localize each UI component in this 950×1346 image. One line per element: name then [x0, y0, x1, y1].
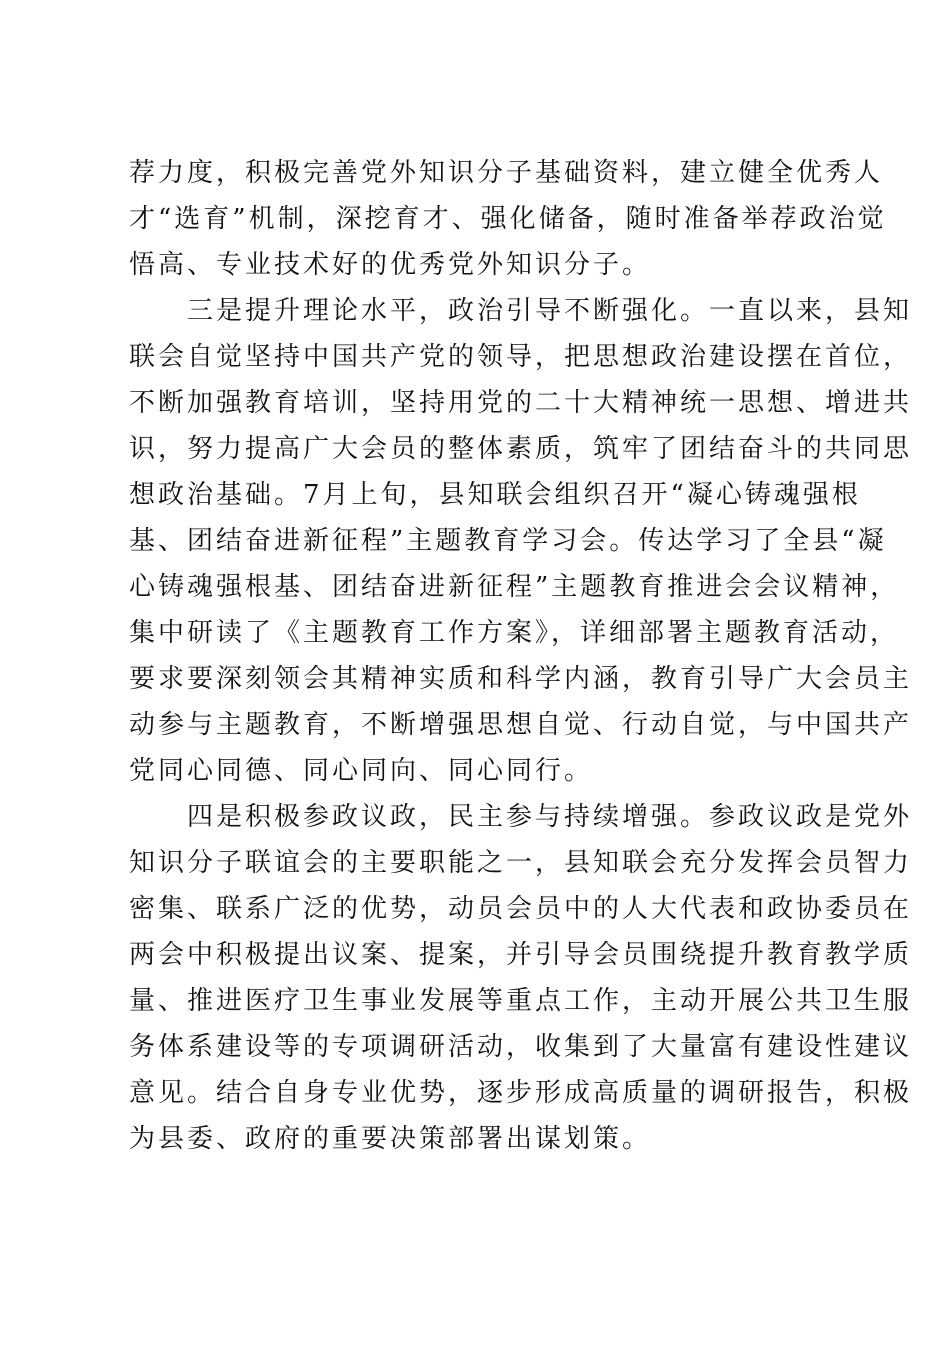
- document-body: [129, 150, 913, 1162]
- text-line: 知识分子联谊会的主要职能之一，县知联会充分发挥会员智力: [129, 848, 913, 878]
- paragraph-theory: [129, 288, 913, 794]
- paragraph-politics: [129, 794, 913, 1162]
- text-line: 想政治基础。7月上旬，县知联会组织召开“凝心铸魂强根: [129, 480, 861, 510]
- text-line: 才“选育”机制，深挖育才、强化储备，随时准备举荐政治觉: [129, 204, 887, 234]
- text-line: 务体系建设等的专项调研活动，收集到了大量富有建设性建议: [129, 1032, 913, 1062]
- text-line: 心铸魂强根基、团结奋进新征程”主题教育推进会会议精神，: [129, 572, 900, 602]
- text-line: 集中研读了《主题教育工作方案》，详细部署主题教育活动，: [129, 618, 900, 648]
- text-line: 党同心同德、同心同向、同心同行。: [129, 756, 594, 786]
- text-line: 两会中积极提出议案、提案，并引导会员围绕提升教育教学质: [129, 940, 913, 970]
- text-line: 要求要深刻领会其精神实质和科学内涵，教育引导广大会员主: [129, 664, 913, 694]
- text-line: 密集、联系广泛的优势，动员会员中的人大代表和政协委员在: [129, 894, 913, 924]
- text-line: 悟高、专业技术好的优秀党外知识分子。: [129, 250, 652, 280]
- text-line: 动参与主题教育，不断增强思想自觉、行动自觉，与中国共产: [129, 710, 913, 740]
- text-line: 联会自觉坚持中国共产党的领导，把思想政治建设摆在首位，: [129, 342, 913, 372]
- text-line: 量、推进医疗卫生事业发展等重点工作，主动开展公共卫生服: [129, 986, 913, 1016]
- text-line: 基、团结奋进新征程”主题教育学习会。传达学习了全县“凝: [129, 526, 887, 556]
- paragraph-continuation: [129, 150, 887, 288]
- text-line: 不断加强教育培训，坚持用党的二十大精神统一思想、增进共: [129, 388, 913, 418]
- text-line: 意见。结合自身专业优势，逐步形成高质量的调研报告，积极: [129, 1078, 913, 1108]
- text-line: 为县委、政府的重要决策部署出谋划策。: [129, 1124, 652, 1154]
- text-line: 四是积极参政议政，民主参与持续增强。参政议政是党外: [129, 802, 913, 832]
- text-line: 荐力度，积极完善党外知识分子基础资料，建立健全优秀人: [129, 158, 884, 188]
- text-line: 识，努力提高广大会员的整体素质，筑牢了团结奋斗的共同思: [129, 434, 913, 464]
- text-line: 三是提升理论水平，政治引导不断强化。一直以来，县知: [129, 296, 913, 326]
